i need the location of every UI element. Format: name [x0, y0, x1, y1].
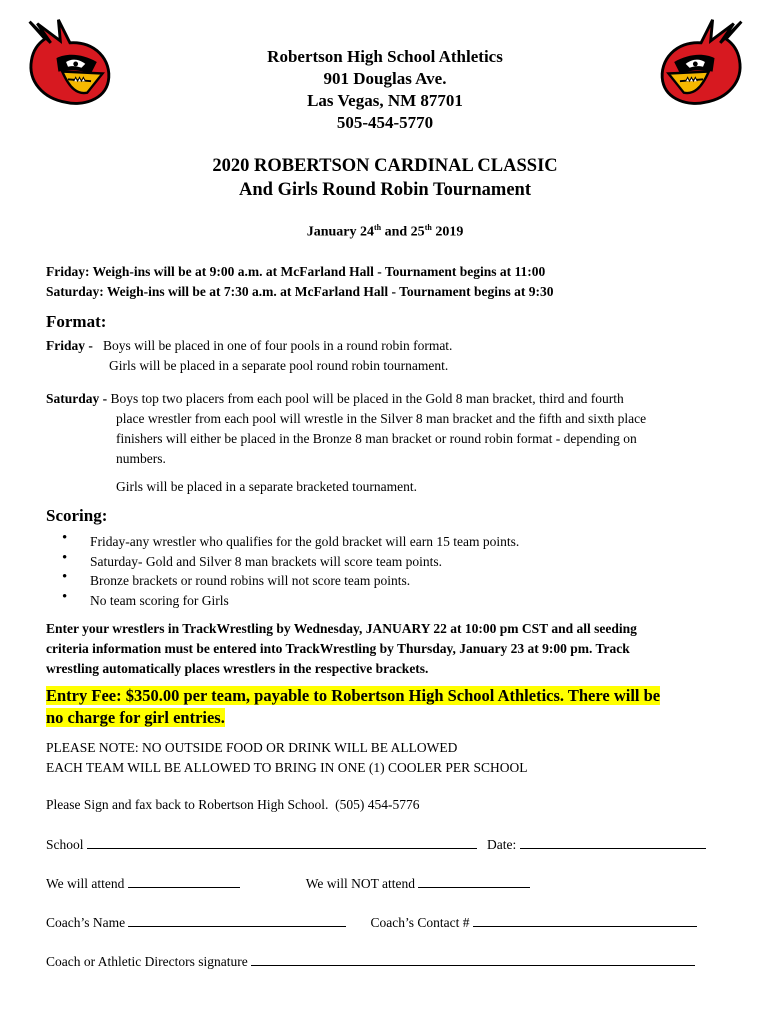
list-item: • Saturday- Gold and Silver 8 man brackets will score team points.	[62, 552, 519, 572]
school-field[interactable]	[87, 836, 477, 849]
list-item: • Friday-any wrestler who qualifies for the gold bracket will earn 15 team points.	[62, 532, 519, 552]
entry-fee-line-2: no charge for girl entries.	[46, 708, 225, 727]
date-label: Date:	[487, 837, 517, 852]
school-phone: 505-454-5770	[336, 113, 434, 132]
fax-instructions: Please Sign and fax back to Robertson High School. (505) 454-5776	[46, 797, 420, 812]
attend-field[interactable]	[128, 875, 240, 888]
friday-schedule: Friday: Weigh-ins will be at 9:00 a.m. at McFarland Hall - Tournament begins at 11:00	[46, 264, 546, 279]
scoring-heading: Scoring:	[46, 506, 108, 525]
school-city: Las Vegas, NM 87701	[307, 91, 463, 110]
saturday-label: Saturday -	[46, 391, 108, 406]
entry-instructions: Enter your wrestlers in TrackWrestling by Wednesday, JANUARY 22 at 10:00 pm CST and all seeding criteria information must be entered into TrackWrestling by Thursday, January 23 at 9:00 pm. Track wrestling automatically places wrestlers in the respective brackets.	[46, 621, 637, 676]
coach-contact-label: Coach’s Contact #	[370, 915, 470, 930]
saturday-girls: Girls will be placed in a separate bracketed tournament.	[116, 479, 418, 494]
format-friday: Friday - Boys will be placed in one of four pools in a round robin format. Girls will be placed in a separate pool round robin tournament.	[46, 338, 453, 373]
school-header	[0, 46, 770, 134]
coach-row	[46, 914, 697, 931]
attendance-row	[46, 875, 530, 892]
title-line-1: 2020 ROBERTSON CARDINAL CLASSIC	[212, 156, 558, 176]
saturday-schedule: Saturday: Weigh-ins will be at 7:30 a.m. at McFarland Hall - Tournament begins at 9:30	[46, 284, 554, 299]
list-item: • Bronze brackets or round robins will not score team points.	[62, 571, 519, 591]
title-line-2: And Girls Round Robin Tournament	[239, 180, 531, 200]
signature-field[interactable]	[251, 953, 695, 966]
coach-contact-field[interactable]	[473, 914, 697, 927]
school-row	[46, 836, 706, 853]
coach-name-field[interactable]	[128, 914, 346, 927]
date-field[interactable]	[520, 836, 706, 849]
school-label: School	[46, 837, 84, 852]
weigh-in-schedule	[46, 262, 554, 302]
not-attend-label: We will NOT attend	[305, 876, 416, 891]
tournament-dates: January 24th and 25th 2019	[306, 223, 464, 240]
signature-row	[46, 953, 695, 970]
not-attend-field[interactable]	[418, 875, 530, 888]
list-item: • No team scoring for Girls	[62, 591, 519, 611]
school-street: 901 Douglas Ave.	[323, 69, 447, 88]
scoring-list	[62, 532, 519, 610]
tournament-title	[0, 154, 770, 202]
coach-name-label: Coach’s Name	[46, 915, 126, 930]
format-heading: Format:	[46, 312, 107, 331]
format-saturday: Saturday - Boys top two placers from each pool will be placed in the Gold 8 man bracket, third and fourth place wrestler from each pool will wrestle in the Silver 8 man bracket and the fifth and sixth place finishers will either be placed in the Bronze 8 man bracket or round robin format - depending on numbers. Girls will be placed in a separate bracketed tournament.	[46, 389, 646, 497]
entry-fee	[46, 685, 726, 729]
school-name: Robertson High School Athletics	[267, 47, 503, 66]
entry-fee-line-1: Entry Fee: $350.00 per team, payable to Robertson High School Athletics. There will be	[46, 686, 661, 705]
please-note: PLEASE NOTE: NO OUTSIDE FOOD OR DRINK WILL BE ALLOWED EACH TEAM WILL BE ALLOWED TO BRING IN ONE (1) COOLER PER SCHOOL	[46, 740, 528, 775]
signature-label: Coach or Athletic Directors signature	[46, 954, 248, 969]
attend-label: We will attend	[46, 876, 125, 891]
friday-label: Friday -	[46, 338, 93, 353]
